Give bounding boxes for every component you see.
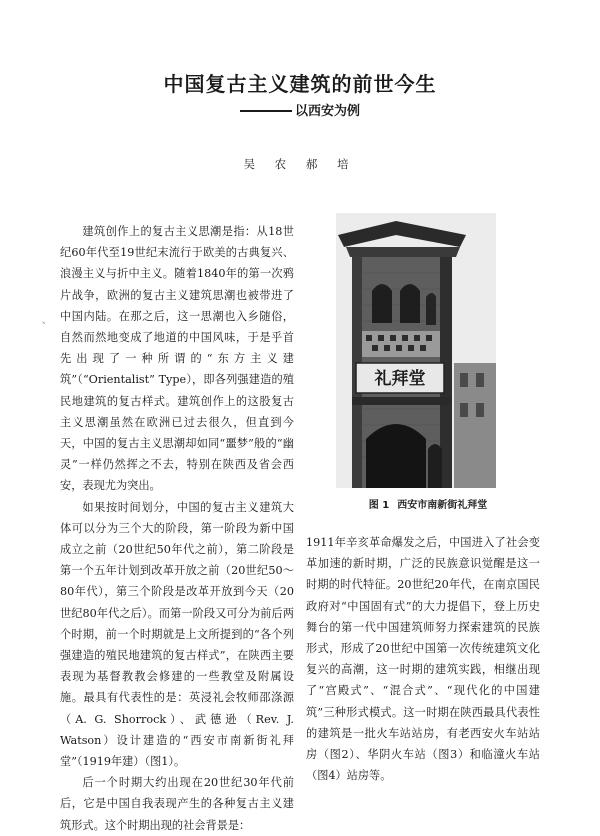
sign-board-text: 礼拜堂 (374, 369, 426, 389)
author-names: 吴 农 郝 培 (243, 157, 357, 171)
figure-caption-text: 西安市南新街礼拜堂 (397, 500, 488, 511)
article-subtitle (0, 100, 600, 119)
subtitle-text: 以西安为例 (294, 104, 360, 119)
article-title: 中国复古主义建筑的前世今生 (163, 72, 437, 96)
figure-1-caption (318, 496, 538, 511)
right-column (306, 532, 540, 786)
figure-1-photo (336, 213, 496, 488)
church-photo-illustration (336, 213, 496, 488)
left-column (60, 221, 294, 836)
paragraph-3: 后一个时期大约出现在20世纪30年代前后，它是中国自我表现产生的各种复古主义建筑形式。这个时期出现的社会背景是： (60, 776, 294, 832)
stray-mark: 、 (42, 316, 52, 326)
paragraph-4: 1911年辛亥革命爆发之后，中国进入了社会变革加速的新时期，广泛的民族意识觉醒是这一时期的时代特征。20世纪20年代，在南京国民政府对“中国固有式”的大力提倡下，登上历史舞台的第一代中国建筑师努力探索建筑的民族形式，形成了20世纪中国第一次传统建筑文化复兴的高潮，这一时期的建筑实践，相继出现了“宫殿式”、“混合式”、“现代化的中国建筑”三种形式模式。这一时期在陕西最具代表性的建筑是一批火车站站房，有老西安火车站站房（图2）、华阴火车站（图3）和临潼火车站（图4）站房等。 (306, 536, 540, 783)
figure-label: 图 1 (368, 500, 390, 511)
subtitle-dash (240, 110, 292, 112)
paragraph-2: 如果按时间划分，中国的复古主义建筑大体可以分为三个大的阶段，第一阶段为新中国成立之前（20世纪50年代之前），第二阶段是第一个五年计划到改革开放之前（20世纪50～80年代），第三个阶段是改革开放到今天（20世纪80年代之后）。而第一阶段又可分为前后两个时期，前一个时期就是上文所提到的“各个列强建造的殖民地建筑的复古样式”，在陕西主要表现为基督教教会修建的一些教堂及附属设施。最具有代表性的是：英浸礼会牧师邵涤源（A. G. Shorrock）、武德逊（Rev. J. Watson）设计建造的“西安市南新街礼拜堂”（1919年建）（图1）。 (60, 500, 294, 769)
paragraph-1: 建筑创作上的复古主义思潮是指：从18世纪60年代至19世纪末流行于欧美的古典复兴、浪漫主义与折中主义。随着1840年的第一次鸦片战争，欧洲的复古主义建筑思潮也被带进了中国内陆。在那之后，这一思潮也入乡随俗，自然而然地变成了地道的中国风味，于是乎首先出现了一种所谓的“东方主义建筑”（“Orientalist” Type），即各列强建造的殖民地建筑的复古样式。建筑创作上的这股复古主义思潮虽然在欧洲已过去很久，但直到今天，中国的复古主义思潮却如同“噩梦”般的“幽灵”一样仍然挥之不去，特别在陕西及省会西安，表现尤为突出。 (60, 225, 294, 493)
